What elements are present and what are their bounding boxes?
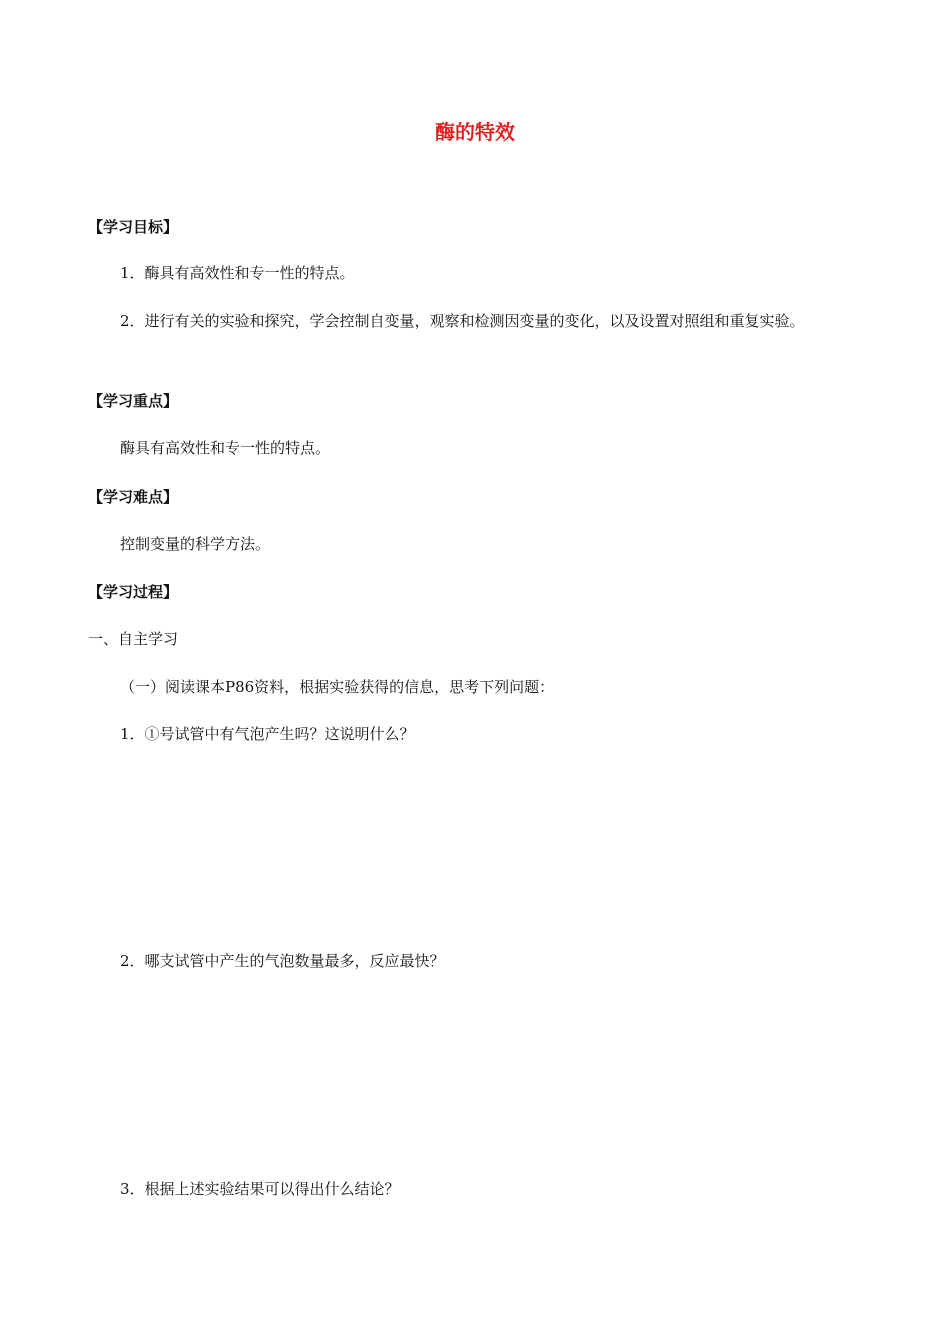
key-points-text: 酶具有高效性和专一性的特点。 — [120, 439, 331, 457]
objective-item-2: 2．进行有关的实验和探究，学会控制自变量，观察和检测因变量的变化，以及设置对照组和重复实验。 — [120, 312, 805, 330]
objectives-heading: 【学习目标】 — [88, 218, 179, 236]
part-one-heading: 一、自主学习 — [88, 630, 179, 648]
objective-item-1: 1．酶具有高效性和专一性的特点。 — [120, 264, 355, 282]
question-1: 1．①号试管中有气泡产生吗？这说明什么？ — [120, 725, 415, 743]
key-points-heading: 【学习重点】 — [88, 392, 179, 410]
sub-section-one: （一）阅读课本P86资料，根据实验获得的信息，思考下列问题： — [120, 678, 555, 696]
process-heading: 【学习过程】 — [88, 583, 179, 601]
document-title: 酶的特效 — [435, 120, 515, 144]
question-2: 2．哪支试管中产生的气泡数量最多，反应最快？ — [120, 952, 445, 970]
difficulties-text: 控制变量的科学方法。 — [120, 535, 271, 553]
question-3: 3．根据上述实验结果可以得出什么结论？ — [120, 1180, 400, 1198]
difficulties-heading: 【学习难点】 — [88, 488, 179, 506]
